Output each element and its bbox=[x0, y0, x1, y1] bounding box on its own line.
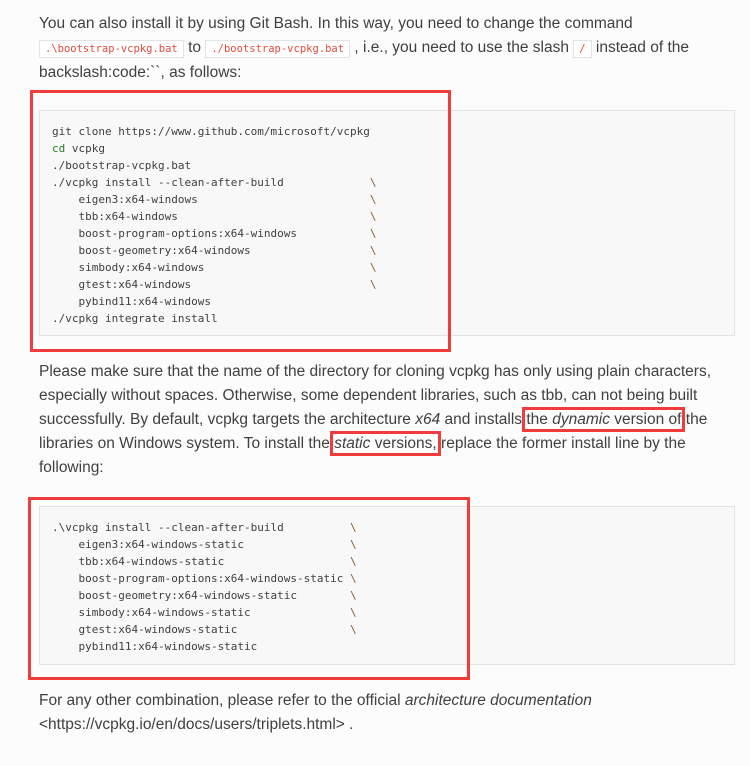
doc-url[interactable]: <https://vcpkg.io/en/docs/users/triplets.html> bbox=[39, 716, 345, 733]
code-text: git clone https://www.github.com/microsoft/vcpkg bbox=[52, 125, 370, 138]
text: version of bbox=[609, 411, 682, 428]
line-continuation: \ bbox=[350, 538, 357, 551]
code-line bbox=[52, 174, 722, 191]
code-block-install bbox=[39, 110, 735, 336]
code-line bbox=[52, 123, 722, 140]
code-text: boost-geometry:x64-windows-static bbox=[52, 589, 351, 602]
code-text: vcpkg bbox=[65, 142, 105, 155]
text: Please make sure that the name of the directory for cloning vcpkg has only using plain characters, especially without spaces. Otherwise, some dependent libraries, such as tbb, can not being built successfully. By default, vcpkg targets the architecture bbox=[39, 363, 712, 428]
code-line bbox=[52, 259, 722, 276]
code-text: pybind11:x64-windows bbox=[52, 295, 211, 308]
code-text: boost-program-options:x64-windows bbox=[52, 227, 370, 240]
code-text: pybind11:x64-windows-static bbox=[52, 640, 258, 653]
code-text: boost-program-options:x64-windows-static bbox=[52, 572, 351, 585]
line-continuation: \ bbox=[369, 210, 377, 223]
inline-code: .\bootstrap-vcpkg.bat bbox=[39, 40, 184, 58]
code-line bbox=[52, 310, 722, 327]
highlight-static bbox=[334, 435, 437, 452]
inline-code: ./bootstrap-vcpkg.bat bbox=[205, 40, 350, 58]
line-continuation: \ bbox=[350, 521, 357, 534]
code-line bbox=[52, 140, 722, 157]
line-continuation: \ bbox=[350, 555, 357, 568]
text: You can also install it by using Git Bash. In this way, you need to change the command bbox=[39, 15, 633, 32]
code-text: eigen3:x64-windows bbox=[52, 193, 370, 206]
code-text: gtest:x64-windows bbox=[52, 278, 370, 291]
code-text: boost-geometry:x64-windows bbox=[52, 244, 370, 257]
text: the libraries on Windows system. To install the bbox=[39, 411, 708, 452]
line-continuation: \ bbox=[369, 193, 377, 206]
code-line bbox=[52, 293, 722, 310]
highlight-dynamic bbox=[526, 411, 681, 428]
code-line bbox=[52, 242, 722, 259]
code-text: gtest:x64-windows-static bbox=[52, 623, 351, 636]
line-continuation: \ bbox=[350, 572, 357, 585]
line-continuation: \ bbox=[369, 176, 377, 189]
code-line bbox=[52, 587, 722, 604]
code-text: ./bootstrap-vcpkg.bat bbox=[52, 159, 192, 172]
line-continuation: \ bbox=[369, 244, 377, 257]
code-line bbox=[52, 208, 722, 225]
text: instead of the backslash:code:``, as follows: bbox=[39, 39, 689, 81]
code-line bbox=[52, 225, 722, 242]
code-line bbox=[52, 638, 722, 655]
text: the bbox=[526, 411, 553, 428]
line-continuation: \ bbox=[369, 261, 377, 274]
line-continuation: \ bbox=[350, 606, 357, 619]
code-line bbox=[52, 570, 722, 587]
text: For any other combination, please refer to the official bbox=[39, 692, 405, 709]
code-line bbox=[52, 536, 722, 553]
code-line bbox=[52, 621, 722, 638]
code-line bbox=[52, 604, 722, 621]
text: static bbox=[334, 435, 371, 452]
text: . bbox=[344, 716, 354, 733]
code-block-static bbox=[39, 506, 735, 665]
code-text: ./vcpkg integrate install bbox=[52, 312, 218, 325]
paragraph-notes bbox=[39, 360, 729, 480]
text: replace the former install line by the following: bbox=[39, 435, 686, 476]
code-text: tbb:x64-windows bbox=[52, 210, 370, 223]
text: x64 bbox=[415, 411, 441, 428]
code-text: eigen3:x64-windows-static bbox=[52, 538, 351, 551]
line-continuation: \ bbox=[369, 227, 377, 240]
text: versions, bbox=[370, 435, 437, 452]
code-line bbox=[52, 519, 722, 536]
line-continuation: \ bbox=[369, 278, 377, 291]
code-line bbox=[52, 553, 722, 570]
text: dynamic bbox=[552, 411, 610, 428]
code-text: ./vcpkg install --clean-after-build bbox=[52, 176, 370, 189]
text: to bbox=[188, 39, 202, 56]
code-text: tbb:x64-windows-static bbox=[52, 555, 351, 568]
code-line bbox=[52, 191, 722, 208]
line-continuation: \ bbox=[350, 623, 357, 636]
code-line bbox=[52, 157, 722, 174]
code-text: simbody:x64-windows bbox=[52, 261, 370, 274]
paragraph-git-bash bbox=[39, 12, 729, 85]
keyword: cd bbox=[52, 142, 66, 155]
line-continuation: \ bbox=[350, 589, 357, 602]
code-text: .\vcpkg install --clean-after-build bbox=[52, 521, 351, 534]
architecture-doc-link[interactable]: architecture documentation bbox=[404, 692, 592, 709]
text: , i.e., you need to use the slash bbox=[354, 39, 569, 56]
text: and installs bbox=[440, 411, 527, 428]
code-text: simbody:x64-windows-static bbox=[52, 606, 351, 619]
inline-code: / bbox=[573, 40, 591, 58]
paragraph-other bbox=[39, 689, 729, 737]
code-line bbox=[52, 276, 722, 293]
